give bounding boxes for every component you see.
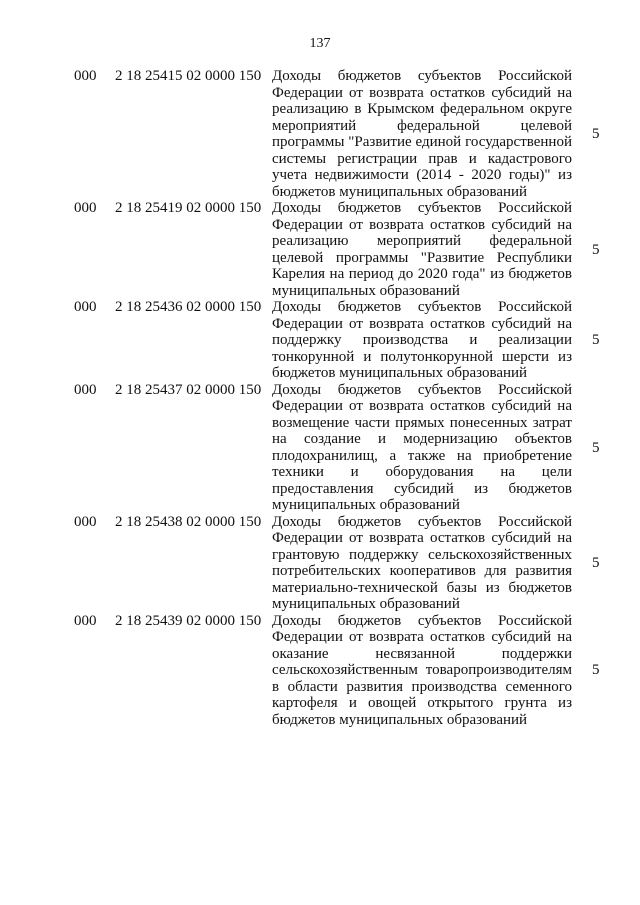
income-description: Доходы бюджетов субъектов Российской Федерации от возврата остатков субсидий на грантовую поддержку сельскохозяйственных потребительских кооперативов для развития материально-технической базы из бюджетов муниципальных образований <box>272 513 572 612</box>
budget-classification-code: 2 18 25415 02 0000 150 <box>115 68 262 84</box>
admin-code: 000 <box>74 513 97 530</box>
table-row <box>0 68 640 200</box>
income-description: Доходы бюджетов субъектов Российской Федерации от возврата остатков субсидий на реализацию мероприятий федеральной целевой программы "Развитие Республики Карелия на период до 2020 года" из бюджетов муниципальных образований <box>272 200 572 299</box>
amount: 5 <box>592 332 600 348</box>
amount: 5 <box>592 662 600 678</box>
amount: 5 <box>592 241 600 258</box>
budget-code-table <box>0 68 640 728</box>
admin-code: 000 <box>74 299 97 315</box>
income-description: Доходы бюджетов субъектов Российской Федерации от возврата остатков субсидий на возмещение части прямых понесенных затрат на создание и модернизацию объектов плодохранилищ, а также на приобретение техники и оборудования на цели предоставления субсидий из бюджетов муниципальных образований <box>272 381 572 513</box>
amount: 5 <box>592 554 600 571</box>
table-row <box>0 514 640 613</box>
budget-classification-code: 2 18 25437 02 0000 150 <box>115 381 262 398</box>
amount: 5 <box>592 439 600 456</box>
admin-code: 000 <box>74 200 97 216</box>
budget-classification-code: 2 18 25436 02 0000 150 <box>115 299 262 315</box>
income-description: Доходы бюджетов субъектов Российской Федерации от возврата остатков субсидий на поддержку производства и реализации тонкорунной и полутонкорунной шерсти из бюджетов муниципальных образований <box>272 299 572 381</box>
page-number: 137 <box>309 36 331 51</box>
table-row <box>0 299 640 382</box>
budget-classification-code: 2 18 25419 02 0000 150 <box>115 200 262 216</box>
table-row <box>0 200 640 299</box>
admin-code: 000 <box>74 612 97 629</box>
budget-classification-code: 2 18 25439 02 0000 150 <box>115 612 262 629</box>
table-row <box>0 382 640 514</box>
income-description: Доходы бюджетов субъектов Российской Федерации от возврата остатков субсидий на реализацию в Крымском федеральном округе мероприятий федеральной целевой программы "Развитие единой государственной системы регистрации прав и кадастрового учета недвижимости (2014 - 2020 годы)" из бюджетов муниципальных образований <box>272 68 572 200</box>
amount: 5 <box>592 125 600 142</box>
table-row <box>0 613 640 729</box>
admin-code: 000 <box>74 381 97 398</box>
income-description: Доходы бюджетов субъектов Российской Федерации от возврата остатков субсидий на оказание несвязанной поддержки сельскохозяйственным товаропроизводителям в области развития производства семенного картофеля и овощей открытого грунта из бюджетов муниципальных образований <box>272 612 572 728</box>
admin-code: 000 <box>74 68 97 84</box>
budget-classification-code: 2 18 25438 02 0000 150 <box>115 513 262 530</box>
